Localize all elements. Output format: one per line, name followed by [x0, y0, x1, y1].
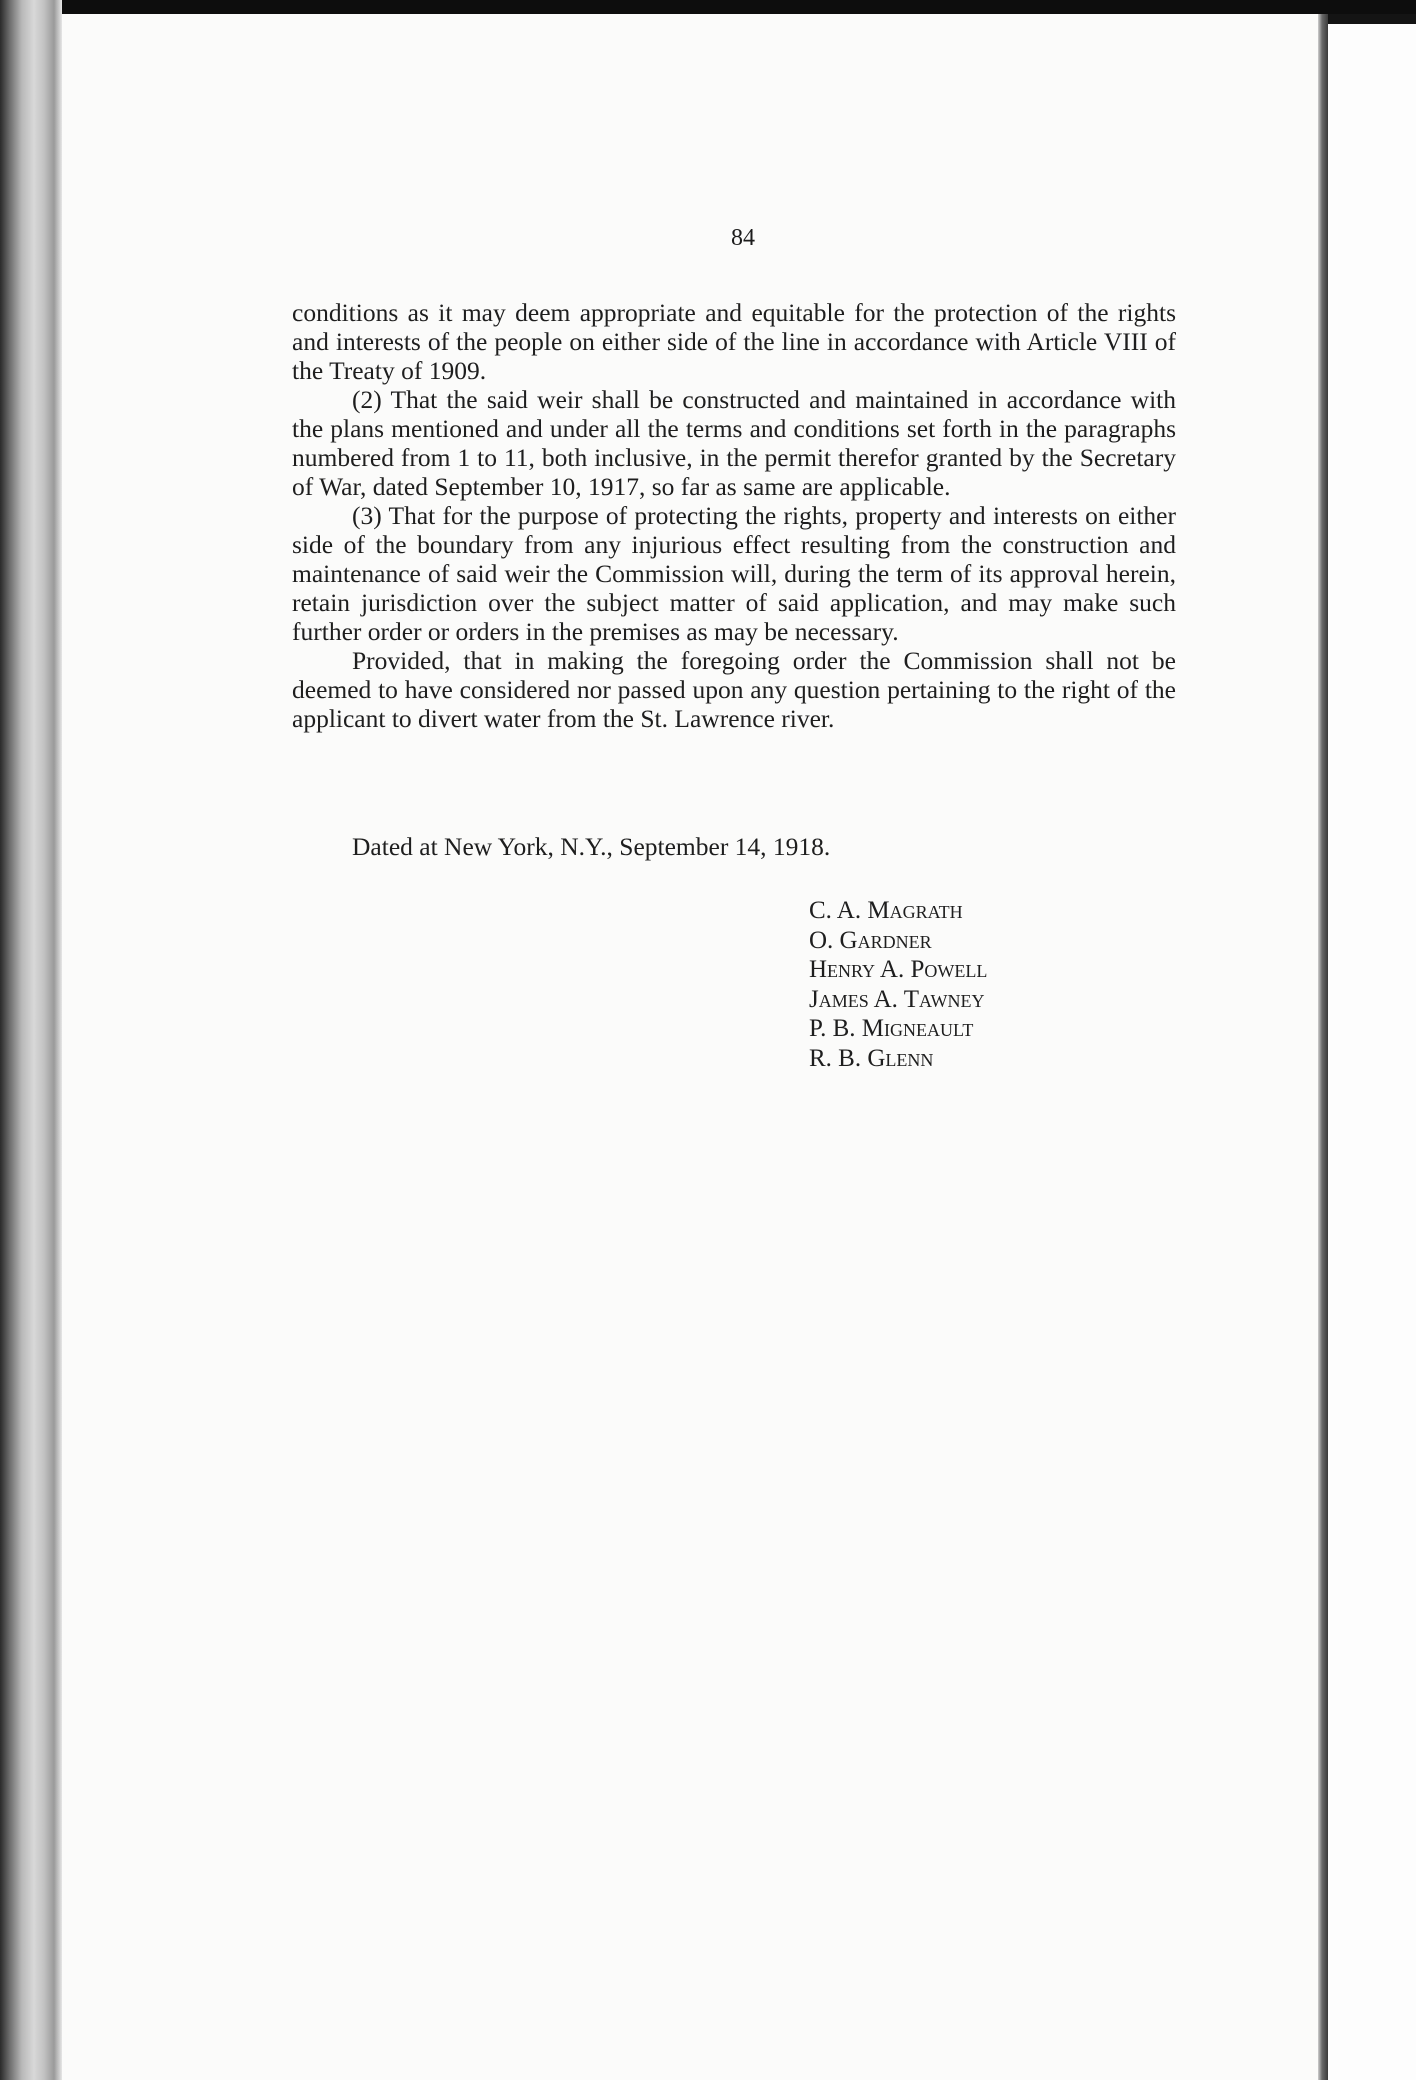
book-gutter: [1318, 14, 1328, 2080]
page-number: 84: [731, 225, 755, 251]
facing-page-edge: [1328, 24, 1416, 2080]
signatory-name: R. B. Glenn: [809, 1044, 934, 1072]
signatory-name: P. B. Migneault: [809, 1015, 974, 1042]
scan-top-edge: [0, 0, 1416, 14]
signature-block: [809, 896, 1109, 1073]
signatory-name: James A. Tawney: [809, 985, 985, 1013]
body-text: [292, 298, 1176, 733]
signatory-name: C. A. Magrath: [809, 897, 963, 924]
dated-line: Dated at New York, N.Y., September 14, 1918.: [352, 832, 831, 861]
signatory-name: Henry A. Powell: [809, 956, 988, 983]
book-page-edges: [0, 0, 62, 2080]
paragraph-proviso: Provided, that in making the foregoing order the Commission shall not be deemed to have considered nor passed upon any question pertaining to the right of the applicant to divert water from the St. Lawrence river.: [292, 646, 1176, 733]
signatory-name: O. Gardner: [809, 926, 932, 954]
paragraph-continuation: conditions as it may deem appropriate and equitable for the protection of the rights and interests of the people on either side of the line in accordance with Article VIII of the Treaty of 1909.: [292, 298, 1176, 385]
paragraph-condition-2: (2) That the said weir shall be constructed and maintained in accordance with the plans mentioned and under all the terms and conditions set forth in the paragraphs numbered from 1 to 11, both inclusive, in the permit therefor granted by the Secretary of War, dated September 10, 1917, so far as same are applicable.: [292, 385, 1176, 501]
paragraph-condition-3: (3) That for the purpose of protecting the rights, property and interests on either side of the boundary from any injurious effect resulting from the construction and maintenance of said weir the Commission will, during the term of its approval herein, retain jurisdiction over the subject matter of said application, and may make such further order or orders in the premises as may be necessary.: [292, 501, 1176, 646]
